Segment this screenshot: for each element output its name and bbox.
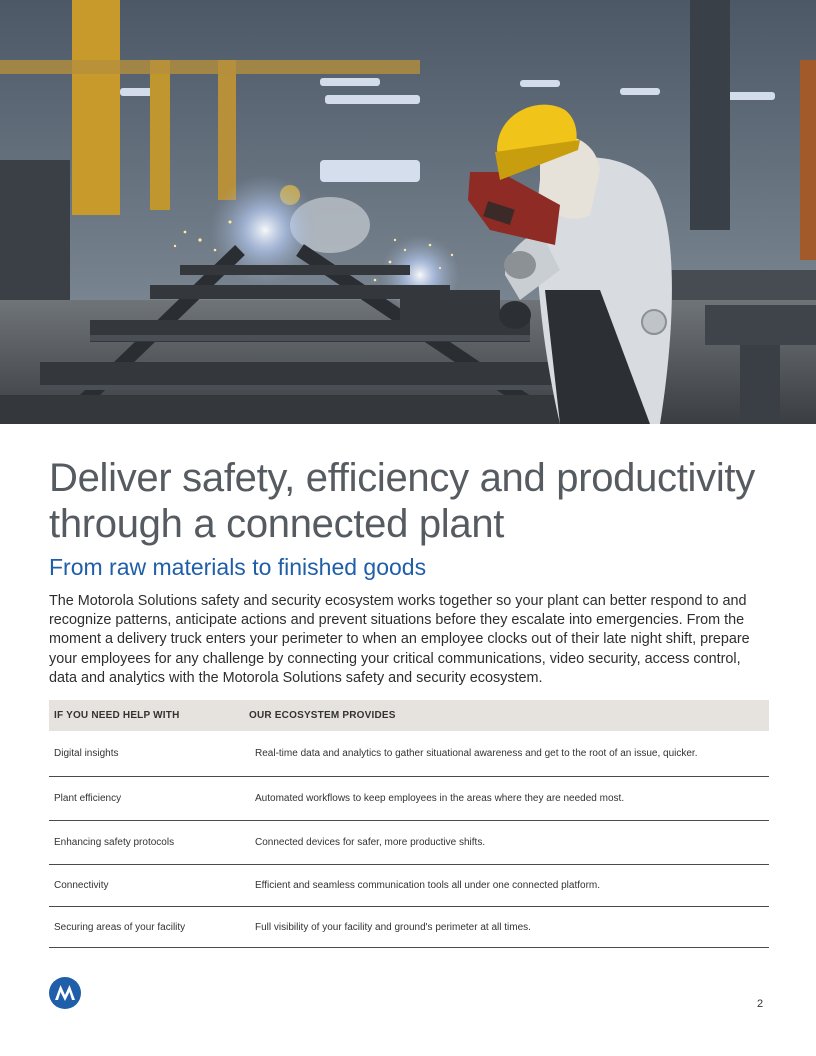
- table-header: [49, 700, 769, 731]
- welder-in-factory-photo: [0, 0, 816, 424]
- headline-line-2: through a connected plant: [49, 502, 505, 546]
- page-number: 2: [757, 998, 764, 1010]
- row-need: Securing areas of your facility: [54, 921, 186, 933]
- table-row: [49, 777, 769, 821]
- needs-table: [49, 700, 769, 948]
- table-row: [49, 821, 769, 865]
- row-need: Enhancing safety protocols: [54, 837, 175, 848]
- headline-line-1: Deliver safety, efficiency and productivity: [49, 456, 755, 500]
- row-provides: Real-time data and analytics to gather situational awareness and get to the root of an issue, quicker.: [255, 748, 698, 759]
- row-provides: Full visibility of your facility and ground's perimeter at all times.: [255, 921, 531, 933]
- row-provides: Automated workflows to keep employees in the areas where they are needed most.: [255, 793, 625, 804]
- row-need: Connectivity: [54, 880, 109, 891]
- motorola-logo-icon: [49, 977, 81, 1009]
- page-headline: [49, 455, 779, 547]
- intro-paragraph: The Motorola Solutions safety and security ecosystem works together so your plant can better respond to and recognize patterns, anticipate actions and prevent situations before they escalate into emergencies. From the moment a delivery truck enters your perimeter to when an employee clocks out of their late night shift, prepare your employees for any challenge by connecting your critical communications, video security, access control, data and analytics with the Motorola Solutions safety and security ecosystem.: [49, 593, 750, 686]
- table-row: [49, 731, 769, 777]
- hero-photo: [0, 0, 816, 424]
- row-need: Plant efficiency: [54, 793, 122, 804]
- table-row: [49, 865, 769, 907]
- row-provides: Efficient and seamless communication tools all under one connected platform.: [255, 880, 601, 891]
- row-provides: Connected devices for safer, more productive shifts.: [255, 837, 486, 848]
- header-need: IF YOU NEED HELP WITH: [54, 710, 180, 721]
- table-row: [49, 907, 769, 948]
- row-need: Digital insights: [54, 748, 119, 759]
- section-subheading: From raw materials to finished goods: [49, 554, 427, 580]
- header-provides: OUR ECOSYSTEM PROVIDES: [249, 710, 396, 721]
